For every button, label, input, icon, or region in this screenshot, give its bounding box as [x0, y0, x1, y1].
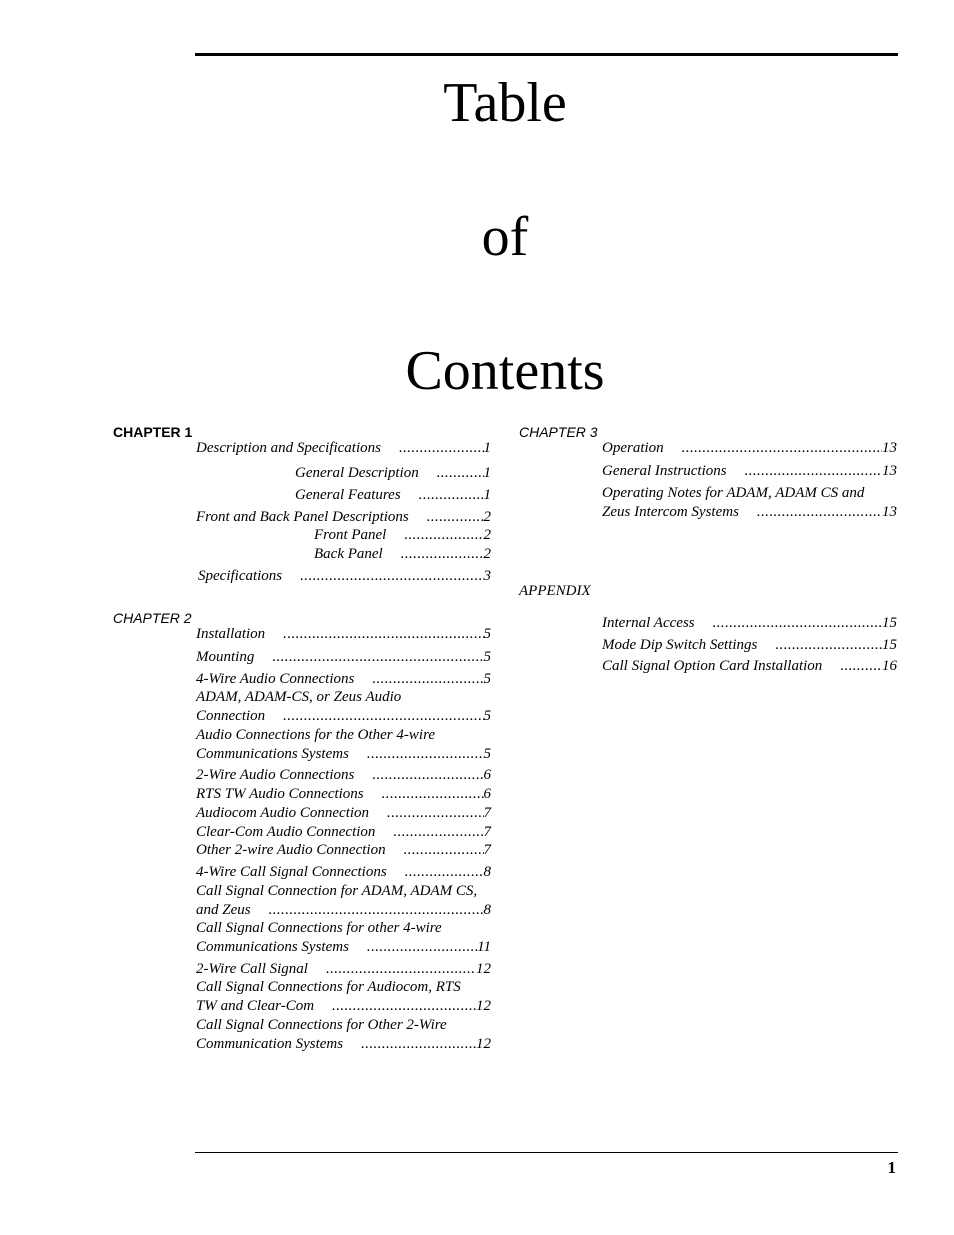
- page-ref: 15: [882, 637, 897, 653]
- toc-entry-specifications[interactable]: Specifications ..... 3: [198, 567, 491, 586]
- page-ref: 6: [483, 786, 491, 802]
- dot-leader: [382, 785, 484, 804]
- dot-leader: [269, 901, 484, 920]
- toc-entry-call-signal-other-2-wire[interactable]: Call Signal Connections for Other 2-Wire Communication Systems ..... 12: [196, 1016, 491, 1054]
- dot-leader: [427, 508, 484, 527]
- toc-entry-front-panel[interactable]: Front Panel ..... 2: [314, 526, 491, 545]
- page-number: 1: [887, 1158, 896, 1177]
- entry-text-line-1: Call Signal Connections for Other 2-Wire: [196, 1017, 447, 1033]
- page-ref: 13: [882, 440, 897, 456]
- dot-leader: [326, 960, 476, 979]
- toc-entry-4-wire-call-signal-connections[interactable]: 4-Wire Call Signal Connections ..... 8: [196, 863, 491, 882]
- dot-leader: [367, 938, 477, 957]
- dot-leader: [361, 1035, 476, 1054]
- page-ref: 2: [483, 546, 491, 562]
- toc-entry-internal-access[interactable]: Internal Access ..... 15: [602, 614, 897, 633]
- dot-leader: [437, 464, 484, 483]
- page-ref: 13: [882, 463, 897, 479]
- page-ref: 12: [476, 1036, 491, 1052]
- page-ref: 7: [483, 805, 491, 821]
- page-ref: 11: [477, 939, 491, 955]
- toc-entry-call-signal-option-card-installation[interactable]: Call Signal Option Card Installation ..... 16: [602, 657, 897, 676]
- toc-entry-back-panel[interactable]: Back Panel ..... 2: [314, 545, 491, 564]
- page-ref: 5: [483, 746, 491, 762]
- dot-leader: [367, 745, 484, 764]
- page-ref: 5: [483, 671, 491, 687]
- dot-leader: [405, 863, 484, 882]
- toc-entry-mounting[interactable]: Mounting ..... 5: [196, 648, 491, 667]
- dot-leader: [401, 545, 484, 564]
- toc-entry-general-features[interactable]: General Features ..... 1: [295, 486, 491, 505]
- dot-leader: [332, 997, 476, 1016]
- title-line-1: Table: [443, 72, 567, 134]
- dot-leader: [404, 841, 484, 860]
- entry-text-line-1: Call Signal Connections for other 4-wire: [196, 920, 442, 936]
- toc-entry-call-signal-adam-zeus[interactable]: Call Signal Connection for ADAM, ADAM CS, and Zeus ..... 8: [196, 882, 491, 920]
- top-rule: [195, 53, 898, 56]
- dot-leader: [775, 636, 882, 655]
- page-ref: 13: [882, 504, 897, 520]
- toc-entry-2-wire-audio-connections[interactable]: 2-Wire Audio Connections ..... 6: [196, 766, 491, 785]
- bottom-rule: [195, 1152, 898, 1153]
- toc-entry-description-and-specifications[interactable]: Description and Specifications ..... 1: [196, 439, 491, 458]
- page-ref: 1: [483, 440, 491, 456]
- entry-text-line-1: Audio Connections for the Other 4-wire: [196, 727, 436, 743]
- dot-leader: [404, 526, 483, 545]
- toc-entry-general-description[interactable]: General Description ..... 1: [295, 464, 491, 483]
- dot-leader: [840, 657, 882, 676]
- page-ref: 5: [483, 708, 491, 724]
- title-line-3: Contents: [405, 340, 605, 402]
- page-ref: 2: [483, 527, 491, 543]
- page-ref: 16: [882, 658, 897, 674]
- page-ref: 8: [483, 902, 491, 918]
- toc-entry-operation[interactable]: Operation ..... 13: [602, 439, 897, 458]
- chapter-3-heading: CHAPTER 3: [519, 424, 598, 440]
- dot-leader: [283, 707, 483, 726]
- toc-entry-4-wire-audio-connections[interactable]: 4-Wire Audio Connections ..... 5: [196, 670, 491, 689]
- page-ref: 5: [483, 649, 491, 665]
- page-ref: 3: [483, 568, 491, 584]
- entry-text-line-1: Call Signal Connection for ADAM, ADAM CS,: [196, 883, 478, 899]
- toc-entry-rts-tw-audio-connections[interactable]: RTS TW Audio Connections ..... 6: [196, 785, 491, 804]
- page-ref: 1: [483, 487, 491, 503]
- page-ref: 15: [882, 615, 897, 631]
- dot-leader: [713, 614, 882, 633]
- toc-entry-mode-dip-switch-settings[interactable]: Mode Dip Switch Settings ..... 15: [602, 636, 897, 655]
- dot-leader: [419, 486, 484, 505]
- dot-leader: [372, 670, 483, 689]
- dot-leader: [387, 804, 483, 823]
- toc-entry-general-instructions[interactable]: General Instructions ..... 13: [602, 462, 897, 481]
- dot-leader: [283, 625, 483, 644]
- page-ref: 7: [483, 842, 491, 858]
- dot-leader: [399, 439, 484, 458]
- page-ref: 6: [483, 767, 491, 783]
- toc-entry-call-signal-audiocom-rts-clear-com[interactable]: Call Signal Connections for Audiocom, RTS TW and Clear-Com ..... 12: [196, 978, 491, 1016]
- entry-text-line-1: Operating Notes for ADAM, ADAM CS and: [602, 485, 865, 501]
- toc-entry-audio-connections-other-4-wire[interactable]: Audio Connections for the Other 4-wire Communications Systems ..... 5: [196, 726, 491, 764]
- page-ref: 1: [483, 465, 491, 481]
- dot-leader: [272, 648, 483, 667]
- page-ref: 12: [476, 961, 491, 977]
- dot-leader: [300, 567, 483, 586]
- page-ref: 7: [483, 824, 491, 840]
- entry-text-line-1: Call Signal Connections for Audiocom, RTS: [196, 979, 461, 995]
- title-line-2: of: [481, 206, 529, 268]
- dot-leader: [757, 503, 882, 522]
- toc-entry-front-and-back-panel-descriptions[interactable]: Front and Back Panel Descriptions ..... 2: [196, 508, 491, 527]
- toc-entry-call-signal-other-4-wire[interactable]: Call Signal Connections for other 4-wire Communications Systems ..... 11: [196, 919, 491, 957]
- toc-entry-2-wire-call-signal[interactable]: 2-Wire Call Signal ..... 12: [196, 960, 491, 979]
- page-ref: 8: [483, 864, 491, 880]
- chapter-1-heading: CHAPTER 1: [113, 424, 193, 440]
- toc-entry-operating-notes[interactable]: Operating Notes for ADAM, ADAM CS and Zeus Intercom Systems ..... 13: [602, 484, 897, 522]
- toc-entry-audiocom-audio-connection[interactable]: Audiocom Audio Connection ..... 7: [196, 804, 491, 823]
- dot-leader: [393, 823, 483, 842]
- dot-leader: [745, 462, 882, 481]
- toc-entry-clear-com-audio-connection[interactable]: Clear-Com Audio Connection ..... 7: [196, 823, 491, 842]
- toc-entry-adam-zeus-audio-connection[interactable]: ADAM, ADAM-CS, or Zeus Audio Connection ..... 5: [196, 688, 491, 726]
- page-ref: 5: [483, 626, 491, 642]
- dot-leader: [682, 439, 882, 458]
- toc-entry-other-2-wire-audio-connection[interactable]: Other 2-wire Audio Connection ..... 7: [196, 841, 491, 860]
- page-ref: 2: [483, 509, 491, 525]
- appendix-heading: APPENDIX: [519, 583, 591, 599]
- dot-leader: [372, 766, 483, 785]
- toc-entry-installation[interactable]: Installation ..... 5: [196, 625, 491, 644]
- chapter-2-heading: CHAPTER 2: [113, 610, 192, 626]
- entry-text-line-1: ADAM, ADAM-CS, or Zeus Audio: [196, 689, 402, 705]
- page-ref: 12: [476, 998, 491, 1014]
